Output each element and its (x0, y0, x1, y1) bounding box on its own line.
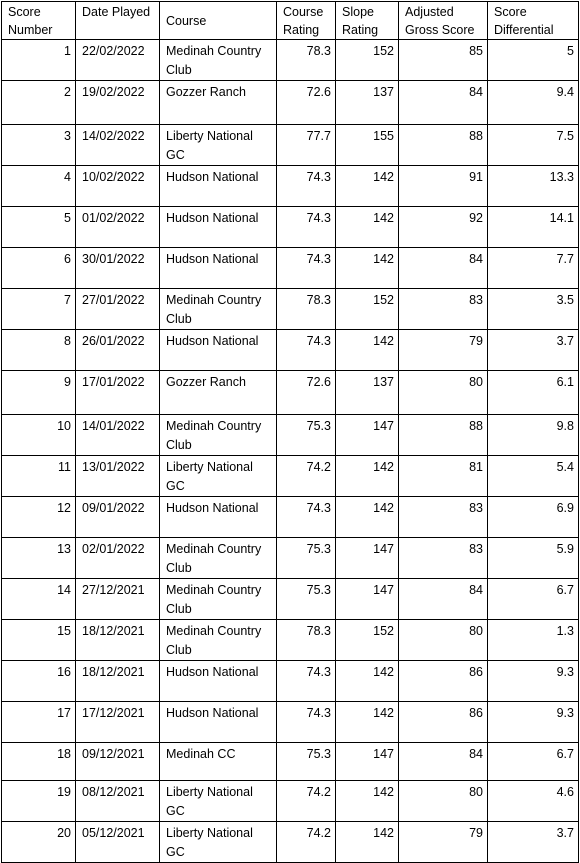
date-played-cell: 27/01/2022 (76, 289, 160, 330)
score-number-cell: 19 (2, 781, 76, 822)
course-cell: Hudson National (160, 330, 277, 371)
slope-rating-cell: 147 (336, 743, 399, 781)
course-rating-cell: 78.3 (277, 40, 336, 81)
adjusted-gross-score-cell: 80 (399, 620, 488, 661)
date-played-cell: 17/01/2022 (76, 371, 160, 415)
table-row (2, 579, 579, 620)
course-rating-cell: 74.2 (277, 822, 336, 863)
score-differential-cell: 7.5 (488, 125, 579, 166)
header-course-rating: Course Rating (277, 2, 336, 40)
adjusted-gross-score-cell: 80 (399, 371, 488, 415)
date-played-cell: 18/12/2021 (76, 661, 160, 702)
score-number-cell: 1 (2, 40, 76, 81)
score-number-cell: 2 (2, 81, 76, 125)
date-played-cell: 22/02/2022 (76, 40, 160, 81)
slope-rating-cell: 142 (336, 702, 399, 743)
table-row (2, 661, 579, 702)
score-number-cell: 5 (2, 207, 76, 248)
score-differential-cell: 1.3 (488, 620, 579, 661)
date-played-cell: 01/02/2022 (76, 207, 160, 248)
score-differential-cell: 6.7 (488, 743, 579, 781)
slope-rating-cell: 147 (336, 538, 399, 579)
course-rating-cell: 74.3 (277, 166, 336, 207)
table-row (2, 497, 579, 538)
slope-rating-cell: 152 (336, 620, 399, 661)
date-played-cell: 09/12/2021 (76, 743, 160, 781)
course-rating-cell: 74.3 (277, 207, 336, 248)
course-cell: Liberty National GC (160, 822, 277, 863)
date-played-cell: 13/01/2022 (76, 456, 160, 497)
score-differential-cell: 9.3 (488, 661, 579, 702)
score-differential-cell: 7.7 (488, 248, 579, 289)
adjusted-gross-score-cell: 85 (399, 40, 488, 81)
date-played-cell: 26/01/2022 (76, 330, 160, 371)
score-number-cell: 4 (2, 166, 76, 207)
table-row (2, 207, 579, 248)
table-row (2, 822, 579, 863)
course-cell: Liberty National GC (160, 456, 277, 497)
course-rating-cell: 74.3 (277, 661, 336, 702)
table-row (2, 781, 579, 822)
course-rating-cell: 77.7 (277, 125, 336, 166)
slope-rating-cell: 152 (336, 289, 399, 330)
adjusted-gross-score-cell: 91 (399, 166, 488, 207)
course-rating-cell: 74.2 (277, 456, 336, 497)
slope-rating-cell: 155 (336, 125, 399, 166)
slope-rating-cell: 142 (336, 497, 399, 538)
date-played-cell: 14/01/2022 (76, 415, 160, 456)
score-differential-cell: 3.7 (488, 822, 579, 863)
slope-rating-cell: 142 (336, 207, 399, 248)
course-cell: Medinah Country Club (160, 415, 277, 456)
table-row (2, 81, 579, 125)
slope-rating-cell: 137 (336, 371, 399, 415)
header-score-number: Score Number (2, 2, 76, 40)
course-rating-cell: 74.3 (277, 330, 336, 371)
course-cell: Medinah Country Club (160, 538, 277, 579)
date-played-cell: 27/12/2021 (76, 579, 160, 620)
course-cell: Medinah Country Club (160, 40, 277, 81)
score-history-table (1, 1, 579, 863)
score-differential-cell: 9.4 (488, 81, 579, 125)
slope-rating-cell: 142 (336, 456, 399, 497)
course-cell: Medinah Country Club (160, 579, 277, 620)
adjusted-gross-score-cell: 83 (399, 538, 488, 579)
score-differential-cell: 9.8 (488, 415, 579, 456)
score-differential-cell: 13.3 (488, 166, 579, 207)
header-adjusted-gross-score: Adjusted Gross Score (399, 2, 488, 40)
slope-rating-cell: 142 (336, 661, 399, 702)
course-cell: Liberty National GC (160, 781, 277, 822)
course-cell: Medinah Country Club (160, 620, 277, 661)
score-number-cell: 11 (2, 456, 76, 497)
adjusted-gross-score-cell: 84 (399, 81, 488, 125)
course-rating-cell: 74.3 (277, 497, 336, 538)
date-played-cell: 14/02/2022 (76, 125, 160, 166)
adjusted-gross-score-cell: 84 (399, 579, 488, 620)
table-row (2, 248, 579, 289)
course-cell: Hudson National (160, 497, 277, 538)
slope-rating-cell: 142 (336, 166, 399, 207)
score-number-cell: 13 (2, 538, 76, 579)
score-number-cell: 7 (2, 289, 76, 330)
date-played-cell: 17/12/2021 (76, 702, 160, 743)
table-row (2, 330, 579, 371)
table-row (2, 371, 579, 415)
adjusted-gross-score-cell: 83 (399, 289, 488, 330)
adjusted-gross-score-cell: 80 (399, 781, 488, 822)
date-played-cell: 09/01/2022 (76, 497, 160, 538)
table-row (2, 702, 579, 743)
adjusted-gross-score-cell: 92 (399, 207, 488, 248)
course-rating-cell: 75.3 (277, 743, 336, 781)
slope-rating-cell: 152 (336, 40, 399, 81)
adjusted-gross-score-cell: 84 (399, 743, 488, 781)
score-differential-cell: 9.3 (488, 702, 579, 743)
date-played-cell: 08/12/2021 (76, 781, 160, 822)
table-row (2, 456, 579, 497)
adjusted-gross-score-cell: 83 (399, 497, 488, 538)
course-cell: Hudson National (160, 248, 277, 289)
course-rating-cell: 74.2 (277, 781, 336, 822)
course-cell: Liberty National GC (160, 125, 277, 166)
score-number-cell: 6 (2, 248, 76, 289)
score-number-cell: 17 (2, 702, 76, 743)
course-rating-cell: 72.6 (277, 371, 336, 415)
score-differential-cell: 5.9 (488, 538, 579, 579)
table-row (2, 538, 579, 579)
score-differential-cell: 4.6 (488, 781, 579, 822)
date-played-cell: 18/12/2021 (76, 620, 160, 661)
score-differential-cell: 5 (488, 40, 579, 81)
slope-rating-cell: 142 (336, 330, 399, 371)
score-differential-cell: 3.7 (488, 330, 579, 371)
course-cell: Medinah CC (160, 743, 277, 781)
adjusted-gross-score-cell: 86 (399, 661, 488, 702)
score-differential-cell: 5.4 (488, 456, 579, 497)
slope-rating-cell: 142 (336, 781, 399, 822)
date-played-cell: 30/01/2022 (76, 248, 160, 289)
table-row (2, 743, 579, 781)
adjusted-gross-score-cell: 81 (399, 456, 488, 497)
table-row (2, 40, 579, 81)
header-row (2, 2, 579, 40)
course-rating-cell: 72.6 (277, 81, 336, 125)
course-cell: Hudson National (160, 661, 277, 702)
course-cell: Hudson National (160, 166, 277, 207)
header-slope-rating: Slope Rating (336, 2, 399, 40)
course-cell: Hudson National (160, 702, 277, 743)
course-rating-cell: 75.3 (277, 538, 336, 579)
date-played-cell: 19/02/2022 (76, 81, 160, 125)
score-number-cell: 16 (2, 661, 76, 702)
course-rating-cell: 78.3 (277, 620, 336, 661)
score-number-cell: 9 (2, 371, 76, 415)
table-row (2, 125, 579, 166)
score-number-cell: 15 (2, 620, 76, 661)
course-rating-cell: 74.3 (277, 248, 336, 289)
course-cell: Gozzer Ranch (160, 81, 277, 125)
header-date-played: Date Played (76, 2, 160, 40)
adjusted-gross-score-cell: 79 (399, 822, 488, 863)
score-number-cell: 3 (2, 125, 76, 166)
score-differential-cell: 14.1 (488, 207, 579, 248)
slope-rating-cell: 142 (336, 248, 399, 289)
date-played-cell: 10/02/2022 (76, 166, 160, 207)
score-number-cell: 8 (2, 330, 76, 371)
score-differential-cell: 6.1 (488, 371, 579, 415)
course-cell: Gozzer Ranch (160, 371, 277, 415)
score-number-cell: 10 (2, 415, 76, 456)
course-rating-cell: 75.3 (277, 579, 336, 620)
date-played-cell: 02/01/2022 (76, 538, 160, 579)
adjusted-gross-score-cell: 88 (399, 125, 488, 166)
table-row (2, 415, 579, 456)
course-cell: Medinah Country Club (160, 289, 277, 330)
score-differential-cell: 6.9 (488, 497, 579, 538)
slope-rating-cell: 147 (336, 579, 399, 620)
score-differential-cell: 6.7 (488, 579, 579, 620)
table-row (2, 289, 579, 330)
adjusted-gross-score-cell: 79 (399, 330, 488, 371)
date-played-cell: 05/12/2021 (76, 822, 160, 863)
slope-rating-cell: 142 (336, 822, 399, 863)
header-course: Course (160, 2, 277, 40)
score-number-cell: 20 (2, 822, 76, 863)
table-row (2, 620, 579, 661)
header-score-differential: Score Differential (488, 2, 579, 40)
course-cell: Hudson National (160, 207, 277, 248)
score-number-cell: 14 (2, 579, 76, 620)
adjusted-gross-score-cell: 88 (399, 415, 488, 456)
adjusted-gross-score-cell: 86 (399, 702, 488, 743)
slope-rating-cell: 147 (336, 415, 399, 456)
course-rating-cell: 78.3 (277, 289, 336, 330)
score-number-cell: 18 (2, 743, 76, 781)
score-differential-cell: 3.5 (488, 289, 579, 330)
course-rating-cell: 74.3 (277, 702, 336, 743)
score-number-cell: 12 (2, 497, 76, 538)
table-row (2, 166, 579, 207)
adjusted-gross-score-cell: 84 (399, 248, 488, 289)
course-rating-cell: 75.3 (277, 415, 336, 456)
slope-rating-cell: 137 (336, 81, 399, 125)
